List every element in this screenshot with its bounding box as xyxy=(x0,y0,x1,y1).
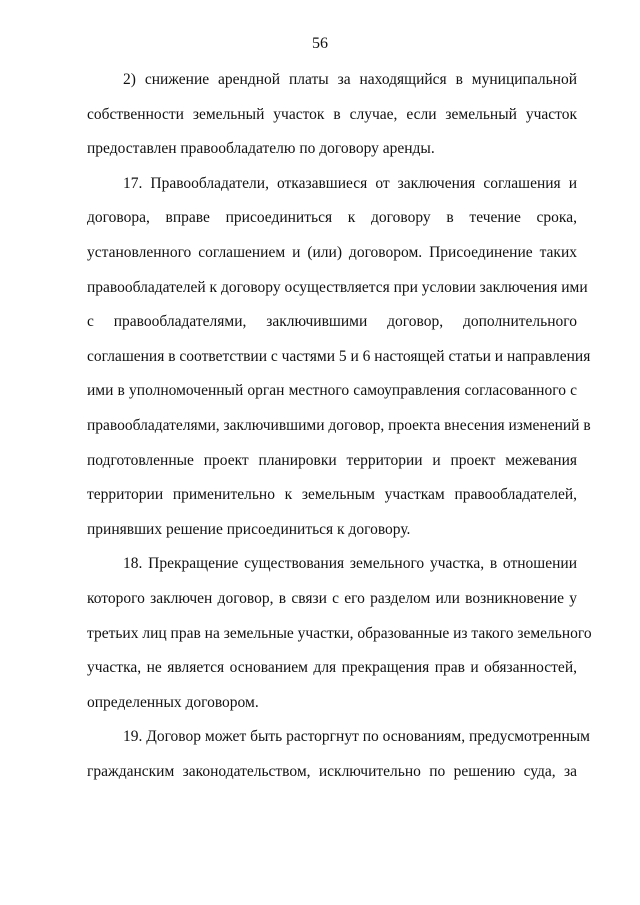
text-line: соглашения в соответствии с частями 5 и 6 настоящей статьи и направления xyxy=(87,347,591,365)
text-line: которого заключен договор, в связи с его разделом или возникновение у xyxy=(87,589,577,607)
text-line: определенных договором. xyxy=(87,693,259,711)
text-line: подготовленные проект планировки территории и проект межевания xyxy=(87,451,577,469)
text-line: договора, вправе присоединиться к договору в течение срока, xyxy=(87,209,577,227)
text-line: ими в уполномоченный орган местного самоуправления согласованного с xyxy=(87,382,577,400)
text-line: третьих лиц прав на земельные участки, образованные из такого земельного xyxy=(87,624,592,642)
text-line: собственности земельный участок в случае, если земельный участок xyxy=(87,105,577,123)
text-line: правообладателей к договору осуществляется при условии заключения ими xyxy=(87,278,588,296)
document-body xyxy=(87,63,592,789)
text-line: предоставлен правообладателю по договору аренды. xyxy=(87,140,435,158)
text-line: с правообладателями, заключившими договор, дополнительного xyxy=(87,313,577,331)
text-line: территории применительно к земельным участкам правообладателей, xyxy=(87,486,577,504)
page-number: 56 xyxy=(312,35,328,52)
paragraph-item-18 xyxy=(87,547,592,720)
text-line: участка, не является основанием для прекращения прав и обязанностей, xyxy=(87,659,577,677)
text-line: установленного соглашением и (или) договором. Присоединение таких xyxy=(87,243,577,261)
text-line: 18. Прекращение существования земельного участка, в отношении xyxy=(123,555,577,573)
text-line: принявших решение присоединиться к договору. xyxy=(87,520,411,538)
paragraph-item-19 xyxy=(87,720,590,789)
text-line: 19. Договор может быть расторгнут по основаниям, предусмотренным xyxy=(123,728,590,746)
text-line: гражданским законодательством, исключительно по решению суда, за xyxy=(87,762,577,780)
paragraph-item-2 xyxy=(87,63,577,167)
text-line: 17. Правообладатели, отказавшиеся от заключения соглашения и xyxy=(123,174,577,192)
paragraph-item-17 xyxy=(87,167,591,548)
text-line: правообладателями, заключившими договор, проекта внесения изменений в xyxy=(87,416,591,434)
text-line: 2) снижение арендной платы за находящийся в муниципальной xyxy=(123,71,577,88)
